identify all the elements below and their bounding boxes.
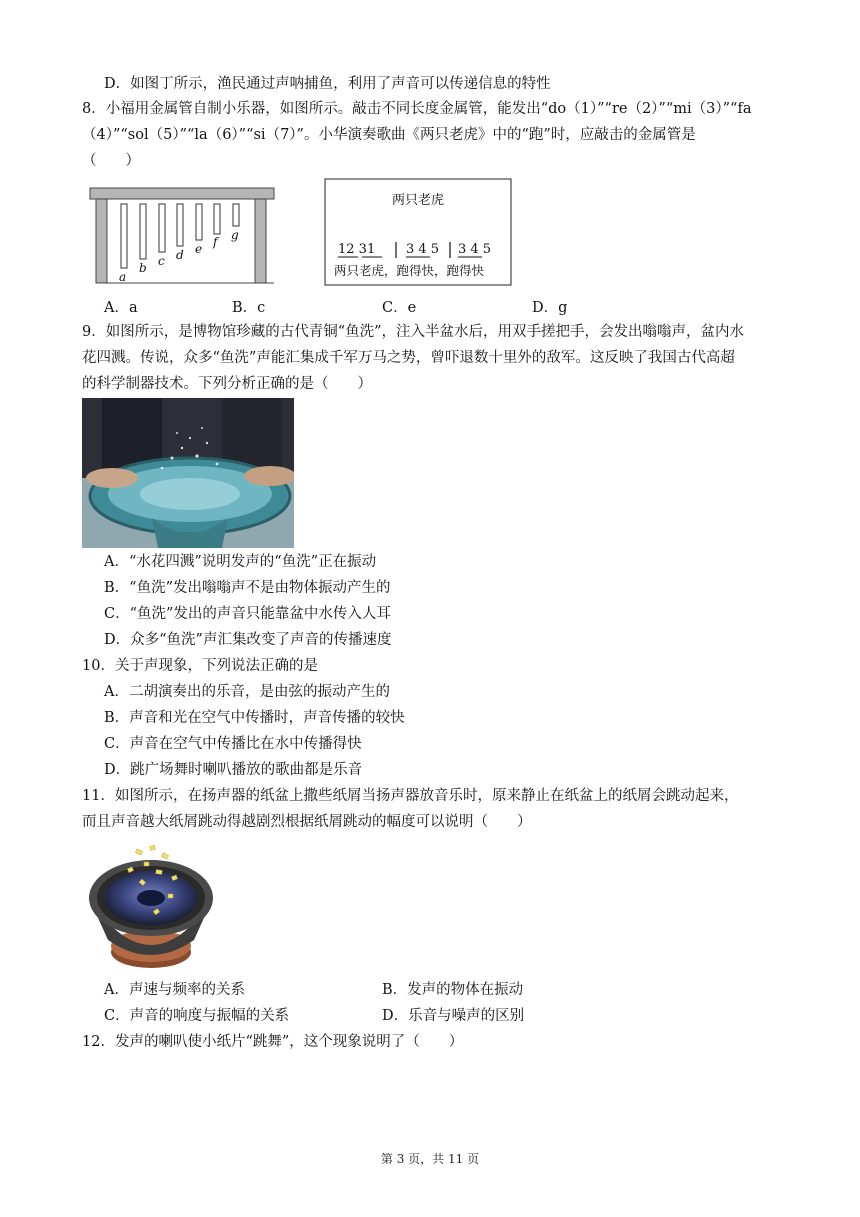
tube-label-a: a [119, 270, 127, 284]
score-notes-3: 3 4 5 [458, 242, 492, 257]
q11-option-d: D．乐音与噪声的区别 [382, 1008, 525, 1024]
tube-label-d: d [176, 248, 184, 262]
score-notes-1: 12 31 [338, 242, 376, 257]
q11-stem-line2: 而且声音越大纸屑跳动得越剧烈根据纸屑跳动的幅度可以说明（ ） [82, 814, 532, 830]
q9-stem-line1: 9．如图所示，是博物馆珍藏的古代青铜“鱼洗”，注入半盆水后，用双手搓把手，会发出嗡嗡声，盆内水 [82, 324, 745, 340]
q8-stem-line3: （ ） [82, 153, 140, 169]
tube-label-e: e [195, 242, 203, 256]
q12-stem: 12．发声的喇叭使小纸片“跳舞”，这个现象说明了（ ） [82, 1034, 464, 1050]
q8-stem-line1: 8．小福用金属管自制小乐器，如图所示。敲击不同长度金属管，能发出“do（1）”“re（2）”“mi（3）”“fa [82, 101, 752, 117]
tube-label-f: f [213, 235, 218, 249]
fish-basin-illustration [82, 398, 294, 548]
tube-label-g: g [231, 228, 239, 242]
q8-stem-line2: （4）”“sol（5）”“la（6）”“si（7）”。小华演奏歌曲《两只老虎》中的“跑”时，应敲击的金属管是 [82, 127, 696, 143]
page-footer: 第 3 页，共 11 页 [380, 1152, 480, 1166]
score-title: 两只老虎 [391, 193, 445, 208]
bronze-fish-basin-photo [82, 398, 294, 548]
tube-label-c: c [158, 254, 165, 268]
q10-option-c: C．声音在空气中传播比在水中传播得快 [104, 736, 362, 752]
q8-option-d: D．g [532, 300, 568, 316]
score-notes-2: 3 4 5 [406, 242, 440, 257]
q9-option-d: D．众多“鱼洗”声汇集改变了声音的传播速度 [104, 632, 392, 648]
q10-option-b: B．声音和光在空气中传播时，声音传播的较快 [104, 710, 405, 726]
q9-stem-line2: 花四溅。传说，众多“鱼洗”声能汇集成千军万马之势，曾吓退数十里外的敌军。这反映了我国古代高超 [82, 350, 735, 366]
q9-option-c: C．“鱼洗”发出的声音只能靠盆中水传入人耳 [104, 606, 391, 622]
q8-option-a: A．a [104, 300, 138, 316]
tube-label-b: b [139, 261, 147, 275]
q8-options [104, 296, 804, 316]
q8-option-c: C．e [382, 300, 417, 316]
metal-tube-instrument-figure [88, 186, 278, 286]
q11-option-c: C．声音的响度与振幅的关系 [104, 1008, 290, 1024]
q8-option-b: B．c [232, 300, 266, 316]
q11-stem-line1: 11．如图所示，在扬声器的纸盆上撒些纸屑当扬声器放音乐时，原来静止在纸盆上的纸屑会跳动起来， [82, 788, 739, 804]
q10-stem: 10．关于声现象，下列说法正确的是 [82, 658, 318, 674]
q7-option-d: D．如图丁所示，渔民通过声呐捕鱼，利用了声音可以传递信息的特性 [104, 76, 551, 92]
q11-option-a: A．声速与频率的关系 [104, 982, 245, 998]
q9-stem-line3: 的科学制器技术。下列分析正确的是（ ） [82, 376, 372, 392]
q10-option-d: D．跳广场舞时喇叭播放的歌曲都是乐音 [104, 762, 363, 778]
q10-option-a: A．二胡演奏出的乐音，是由弦的振动产生的 [104, 684, 390, 700]
q9-option-b: B．“鱼洗”发出嗡嗡声不是由物体振动产生的 [104, 580, 391, 596]
score-lyrics: 两只老虎，跑得快，跑得快 [334, 263, 485, 278]
score-box-figure [324, 178, 514, 288]
q11-option-b: B．发声的物体在振动 [382, 982, 524, 998]
q9-option-a: A．“水花四溅”说明发声的“鱼洗”正在振动 [104, 554, 377, 570]
speaker-with-paper-bits-figure [84, 840, 219, 975]
